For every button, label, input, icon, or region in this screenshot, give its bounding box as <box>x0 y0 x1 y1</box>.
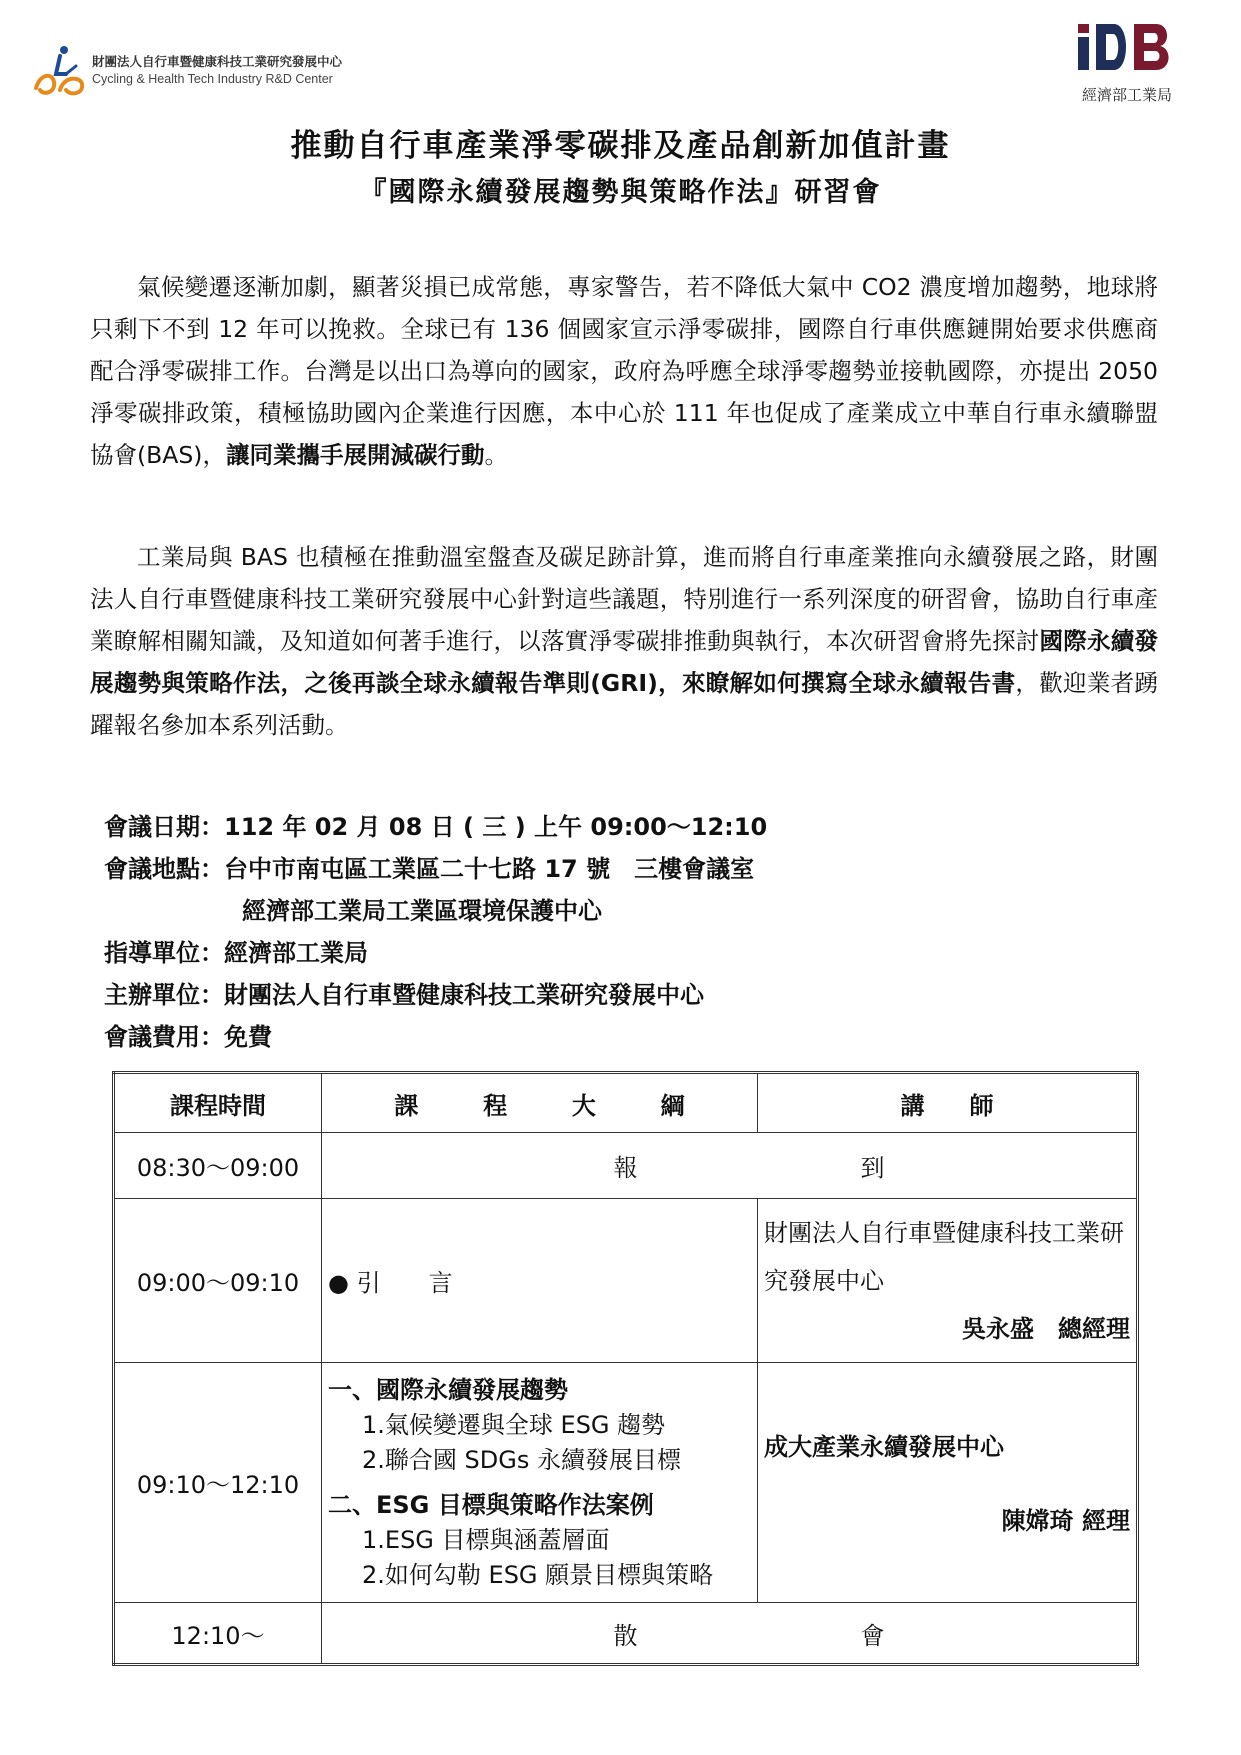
document-title: 推動自行車產業淨零碳排及產品創新加值計畫 <box>290 128 951 164</box>
center-name-en: Cycling & Health Tech Industry R&D Center <box>92 72 333 86</box>
intro-p2-text: 工業局與 BAS 也積極在推動溫室盤查及碳足跡計算，進而將自行車產業推向永續發展之路，財團法人自行車暨健康科技工業研究發展中心針對這些議題，特別進行一系列深度的研習會，協助自行車產業瞭解相關知識，及知道如何著手進行，以落實淨零碳排推動與執行，本次研習會將先探討 <box>90 543 1158 655</box>
idb-logo <box>1070 18 1200 108</box>
guide-value: 經濟部工業局 <box>224 939 368 967</box>
meeting-place-line2: 經濟部工業局工業區環境保護中心 <box>242 897 602 925</box>
section-1-item: 2.聯合國 SDGs 永續發展目標 <box>362 1445 681 1474</box>
center-name-cn: 財團法人自行車暨健康科技工業研究發展中心 <box>92 54 343 69</box>
lecturer-main <box>758 1363 1138 1603</box>
date-label: 會議日期： <box>104 813 224 841</box>
meeting-info <box>104 806 767 1058</box>
document-subtitle: 『國際永續發展趨勢與策略作法』研習會 <box>359 177 882 208</box>
closing-cell <box>322 1603 1138 1665</box>
lecturer-org: 財團法人自行車暨健康科技工業研究發展中心 <box>764 1218 1124 1295</box>
registration-char: 到 <box>860 1154 885 1182</box>
intro-paragraph-1 <box>90 266 1158 476</box>
header-outline-char: 大 <box>571 1091 596 1120</box>
meeting-fee <box>104 1016 767 1058</box>
idb-logo-icon <box>1070 18 1180 78</box>
header-outline-char: 課 <box>394 1091 419 1120</box>
host-label: 主辦單位： <box>104 981 224 1009</box>
fee-label: 會議費用： <box>104 1023 224 1051</box>
intro-p1-text: 氣候變遷逐漸加劇，顯著災損已成常態，專家警告，若不降低大氣中 CO2 濃度增加趨勢，地球將只剩下不到 12 年可以挽救。全球已有 136 個國家宣示淨零碳排，國際自行車供應鏈開始要求供應商配合淨零碳排工作。台灣是以出口為導向的國家，政府為呼應全球淨零趨勢並接軌國際，亦提出 2050 淨零碳排政策，積極協助國內企業進行因應，本中心於 111 年也促成了產業成立中華自行車永續聯盟協會(BAS)， <box>90 273 1158 469</box>
agenda-table <box>112 1071 1139 1666</box>
agenda-row-registration <box>114 1133 1138 1199</box>
intro-paragraph-2 <box>90 536 1158 746</box>
place-label: 會議地點： <box>104 855 224 883</box>
header-outline <box>322 1073 758 1133</box>
cycling-center-logo <box>30 44 370 104</box>
intro-p1-end: 。 <box>484 441 508 469</box>
agenda-row-intro <box>114 1199 1138 1363</box>
meeting-date <box>104 806 767 848</box>
host-value: 財團法人自行車暨健康科技工業研究發展中心 <box>224 981 704 1009</box>
header-lecturer-char: 講 <box>900 1091 925 1120</box>
idb-name: 經濟部工業局 <box>1082 86 1173 104</box>
meeting-place <box>104 848 767 890</box>
agenda-row-main <box>114 1363 1138 1603</box>
intro-p1-bold: 讓同業攜手展開減碳行動 <box>225 441 485 469</box>
section-2-title: 二、ESG 目標與策略作法案例 <box>328 1490 654 1519</box>
header-lecturer-char: 師 <box>969 1091 994 1120</box>
registration-char: 報 <box>613 1154 638 1182</box>
topic-intro: ● 引 言 <box>322 1199 758 1363</box>
row-time: 12:10～ <box>114 1603 322 1665</box>
section-2-item: 1.ESG 目標與涵蓋層面 <box>362 1525 610 1554</box>
row-time: 09:10～12:10 <box>114 1363 322 1603</box>
host-unit <box>104 974 767 1016</box>
place-value: 台中市南屯區工業區二十七路 17 號 三樓會議室 <box>224 855 755 883</box>
date-value: 112 年 02 月 08 日 ( 三 ) 上午 09:00～12:10 <box>224 813 768 841</box>
header-outline-char: 綱 <box>660 1091 685 1120</box>
header-lecturer <box>758 1073 1138 1133</box>
header-time: 課程時間 <box>114 1073 322 1133</box>
lecturer-name: 陳嫦琦 經理 <box>1001 1507 1130 1535</box>
guiding-unit <box>104 932 767 974</box>
registration-cell <box>322 1133 1138 1199</box>
header-outline-char: 程 <box>483 1091 508 1120</box>
closing-char: 會 <box>860 1621 885 1650</box>
section-2-item: 2.如何勾勒 ESG 願景目標與策略 <box>362 1560 714 1589</box>
agenda-row-closing <box>114 1603 1138 1665</box>
lecturer-org: 成大產業永續發展中心 <box>764 1433 1004 1461</box>
section-1-title: 一、國際永續發展趨勢 <box>328 1375 568 1404</box>
fee-value: 免費 <box>224 1023 272 1051</box>
row-time: 08:30～09:00 <box>114 1133 322 1199</box>
cycling-logo-icon <box>30 44 90 100</box>
intro-p2-end: ，歡迎業者踴躍報名參加本系列活動。 <box>90 669 1159 739</box>
topic-main <box>322 1363 758 1603</box>
agenda-header-row <box>114 1073 1138 1133</box>
lecturer-intro <box>758 1199 1138 1363</box>
closing-char: 散 <box>613 1621 638 1650</box>
intro-p2-bold: 國際永續發展趨勢與策略作法，之後再談全球永續報告準則(GRI)，來瞭解如何撰寫全球永續報告書 <box>90 627 1159 697</box>
section-1-item: 1.氣候變遷與全球 ESG 趨勢 <box>362 1410 666 1439</box>
row-time: 09:00～09:10 <box>114 1199 322 1363</box>
guide-label: 指導單位： <box>104 939 224 967</box>
lecturer-name: 吳永盛 總經理 <box>962 1314 1130 1343</box>
